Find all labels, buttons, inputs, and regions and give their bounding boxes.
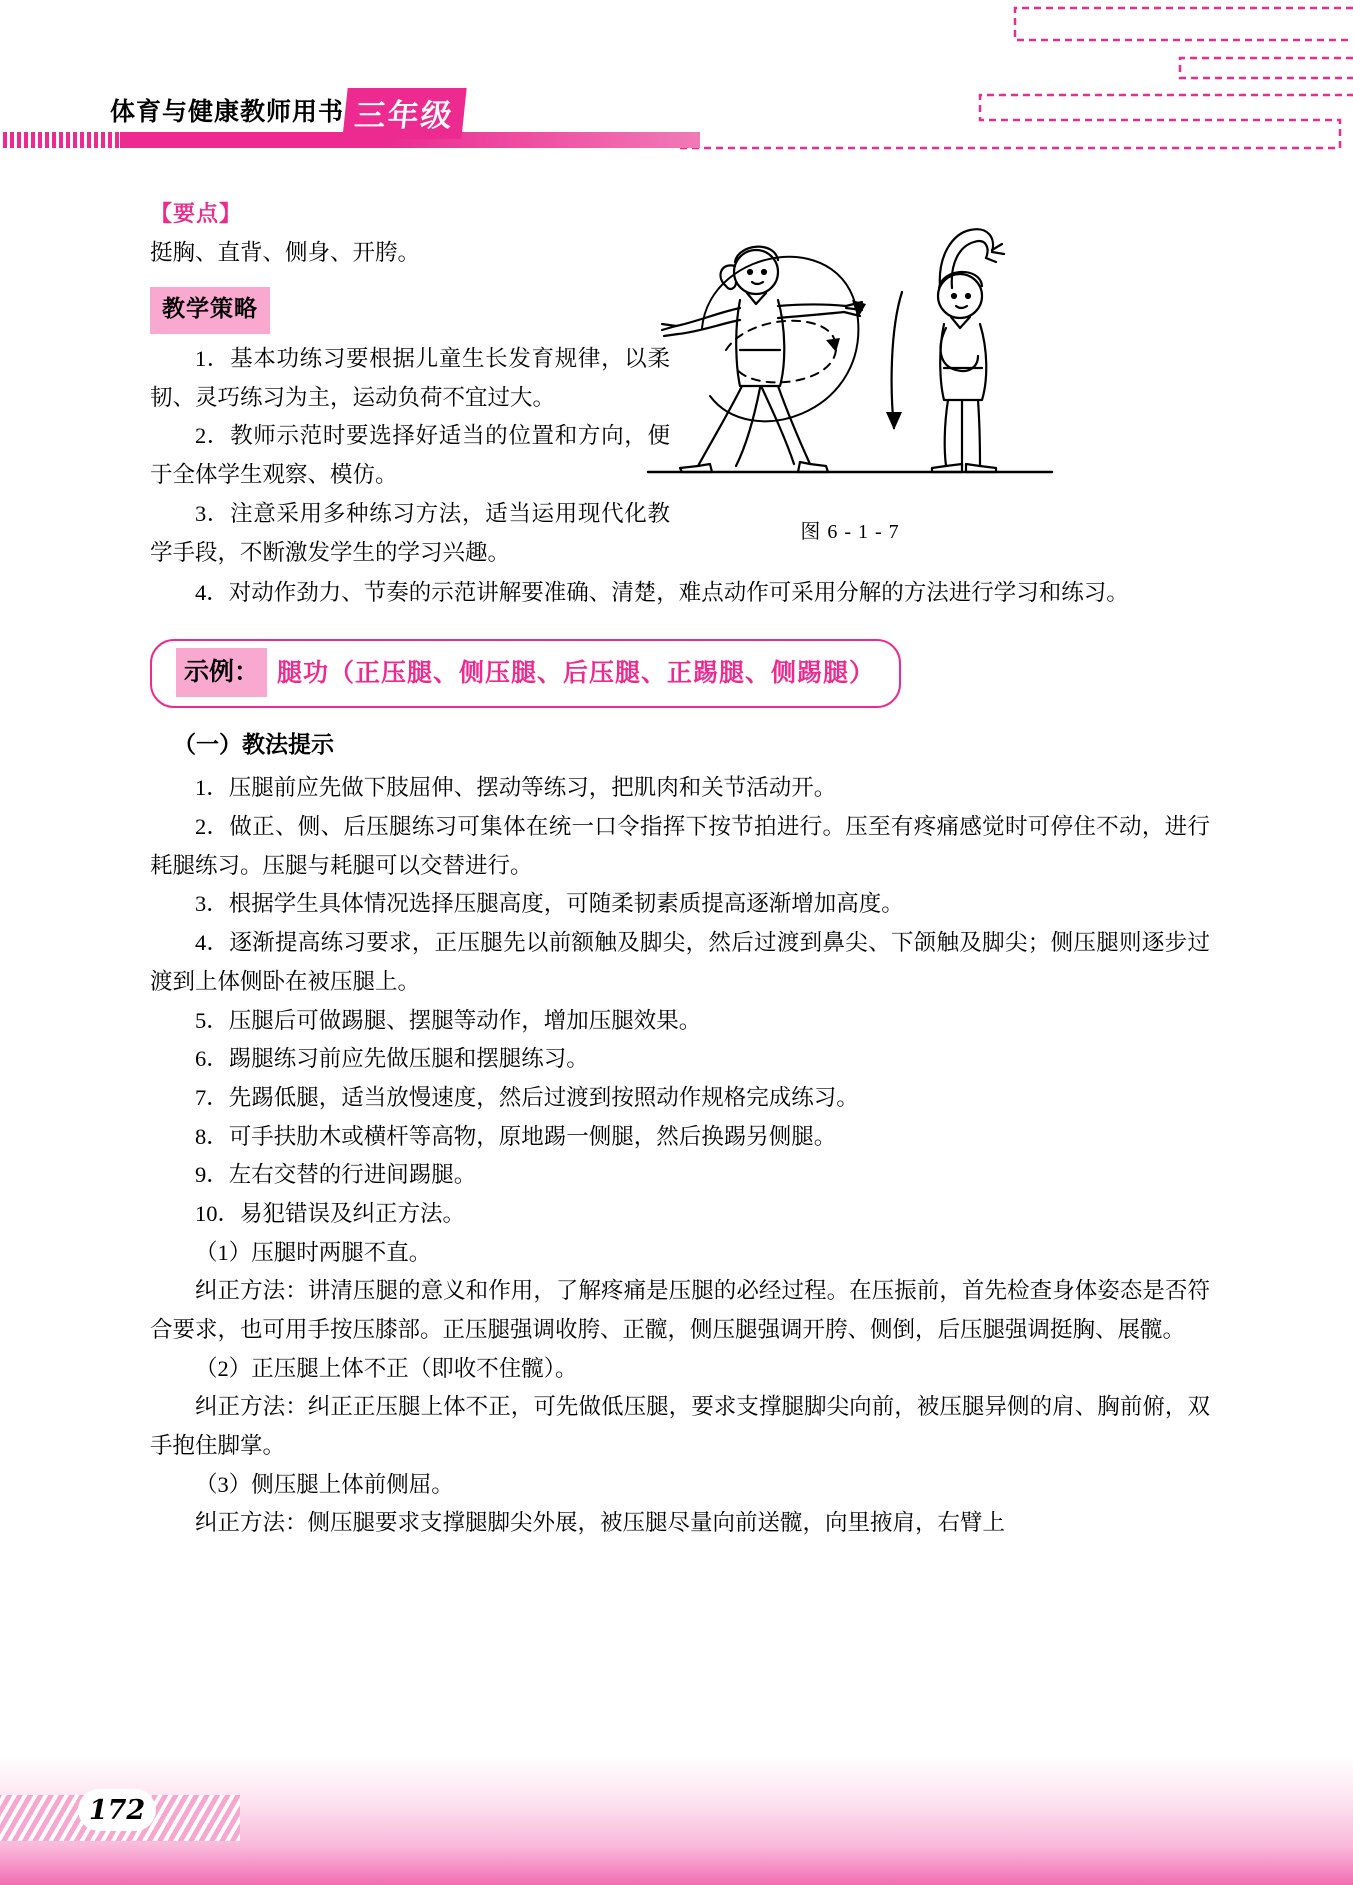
tip-5: 5．压腿后可做踢腿、摆腿等动作，增加压腿效果。 [195,1007,702,1033]
teaching-tips-list [150,769,1210,1543]
correction-2: 纠正方法：纠正正压腿上体不正，可先做低压腿，要求支撑腿脚尖向前，被压腿异侧的肩、胸前俯，双手抱住脚掌。 [150,1394,1210,1459]
tip-2: 2．做正、侧、后压腿练习可集体在统一口令指挥下按节拍进行。压至有疼痛感觉时可停住不动，进行耗腿练习。压腿与耗腿可以交替进行。 [150,814,1210,878]
error-2: （2）正压腿上体不正（即收不住髋）。 [195,1355,578,1381]
tip-10: 10．易犯错误及纠正方法。 [195,1200,466,1226]
tip-1: 1．压腿前应先做下肢屈伸、摆动等练习，把肌肉和关节活动开。 [195,775,837,801]
page-number: 172 [78,1789,156,1831]
tip-7: 7．先踢低腿，适当放慢速度，然后过渡到按照动作规格完成练习。 [195,1084,859,1110]
left-column [150,196,670,572]
strategy-item-1: 1．基本功练习要根据儿童生长发育规律，以柔韧、灵巧练习为主，运动负荷不宜过大。 [150,346,670,410]
tip-4: 4．逐渐提高练习要求，正压腿先以前额触及脚尖，然后过渡到鼻尖、下颌触及脚尖；侧压腿则逐步过渡到上体侧卧在被压腿上。 [150,930,1210,994]
header-stripe-pattern [0,132,120,148]
example-banner [150,639,901,708]
teaching-strategy-badge: 教学策略 [150,287,270,335]
key-points-label: 【要点】 [150,202,243,227]
tip-3: 3．根据学生具体情况选择压腿高度，可随柔韧素质提高逐渐增加高度。 [195,891,904,917]
tip-6: 6．踢腿练习前应先做压腿和摆腿练习。 [195,1046,589,1072]
strategy-item-3: 3．注意采用多种练习方法，适当运用现代化教学手段，不断激发学生的学习兴趣。 [150,500,670,565]
key-points-text: 挺胸、直背、侧身、开胯。 [150,239,421,265]
page-content [150,196,1210,1543]
book-title: 体育与健康教师用书 [110,97,345,126]
figure-caption: 图 6 - 1 - 7 [800,521,900,543]
grade-badge: 三年级 [342,88,466,139]
correction-3: 纠正方法：侧压腿要求支撑腿脚尖外展，被压腿尽量向前送髋，向里掖肩，右臂上 [195,1510,1006,1536]
header-zigzag-decoration [680,0,1353,150]
tip-9: 9．左右交替的行进间踢腿。 [195,1162,477,1188]
example-title: 腿功（正压腿、侧压腿、后压腿、正踢腿、侧踢腿） [277,657,876,687]
example-label: 示例： [176,648,267,697]
section-subhead: （一）教法提示 [173,731,334,758]
error-3: （3）侧压腿上体前侧屈。 [195,1471,454,1497]
correction-1: 纠正方法：讲清压腿的意义和作用，了解疼痛是压腿的必经过程。在压振前，首先检查身体姿态是否符合要求，也可用手按压膝部。正压腿强调收胯、正髋，侧压腿强调开胯、侧倒，后压腿强调挺胸、展髋。 [150,1278,1210,1343]
error-1: （1）压腿时两腿不直。 [195,1239,432,1265]
tip-8: 8．可手扶肋木或横杆等高物，原地踢一侧腿，然后换踢另侧腿。 [195,1123,837,1149]
strategy-item-4: 4．对动作劲力、节奏的示范讲解要准确、清楚，难点动作可采用分解的方法进行学习和练习。 [195,580,1129,606]
strategy-item-2: 2．教师示范时要选择好适当的位置和方向，便于全体学生观察、模仿。 [150,423,670,488]
